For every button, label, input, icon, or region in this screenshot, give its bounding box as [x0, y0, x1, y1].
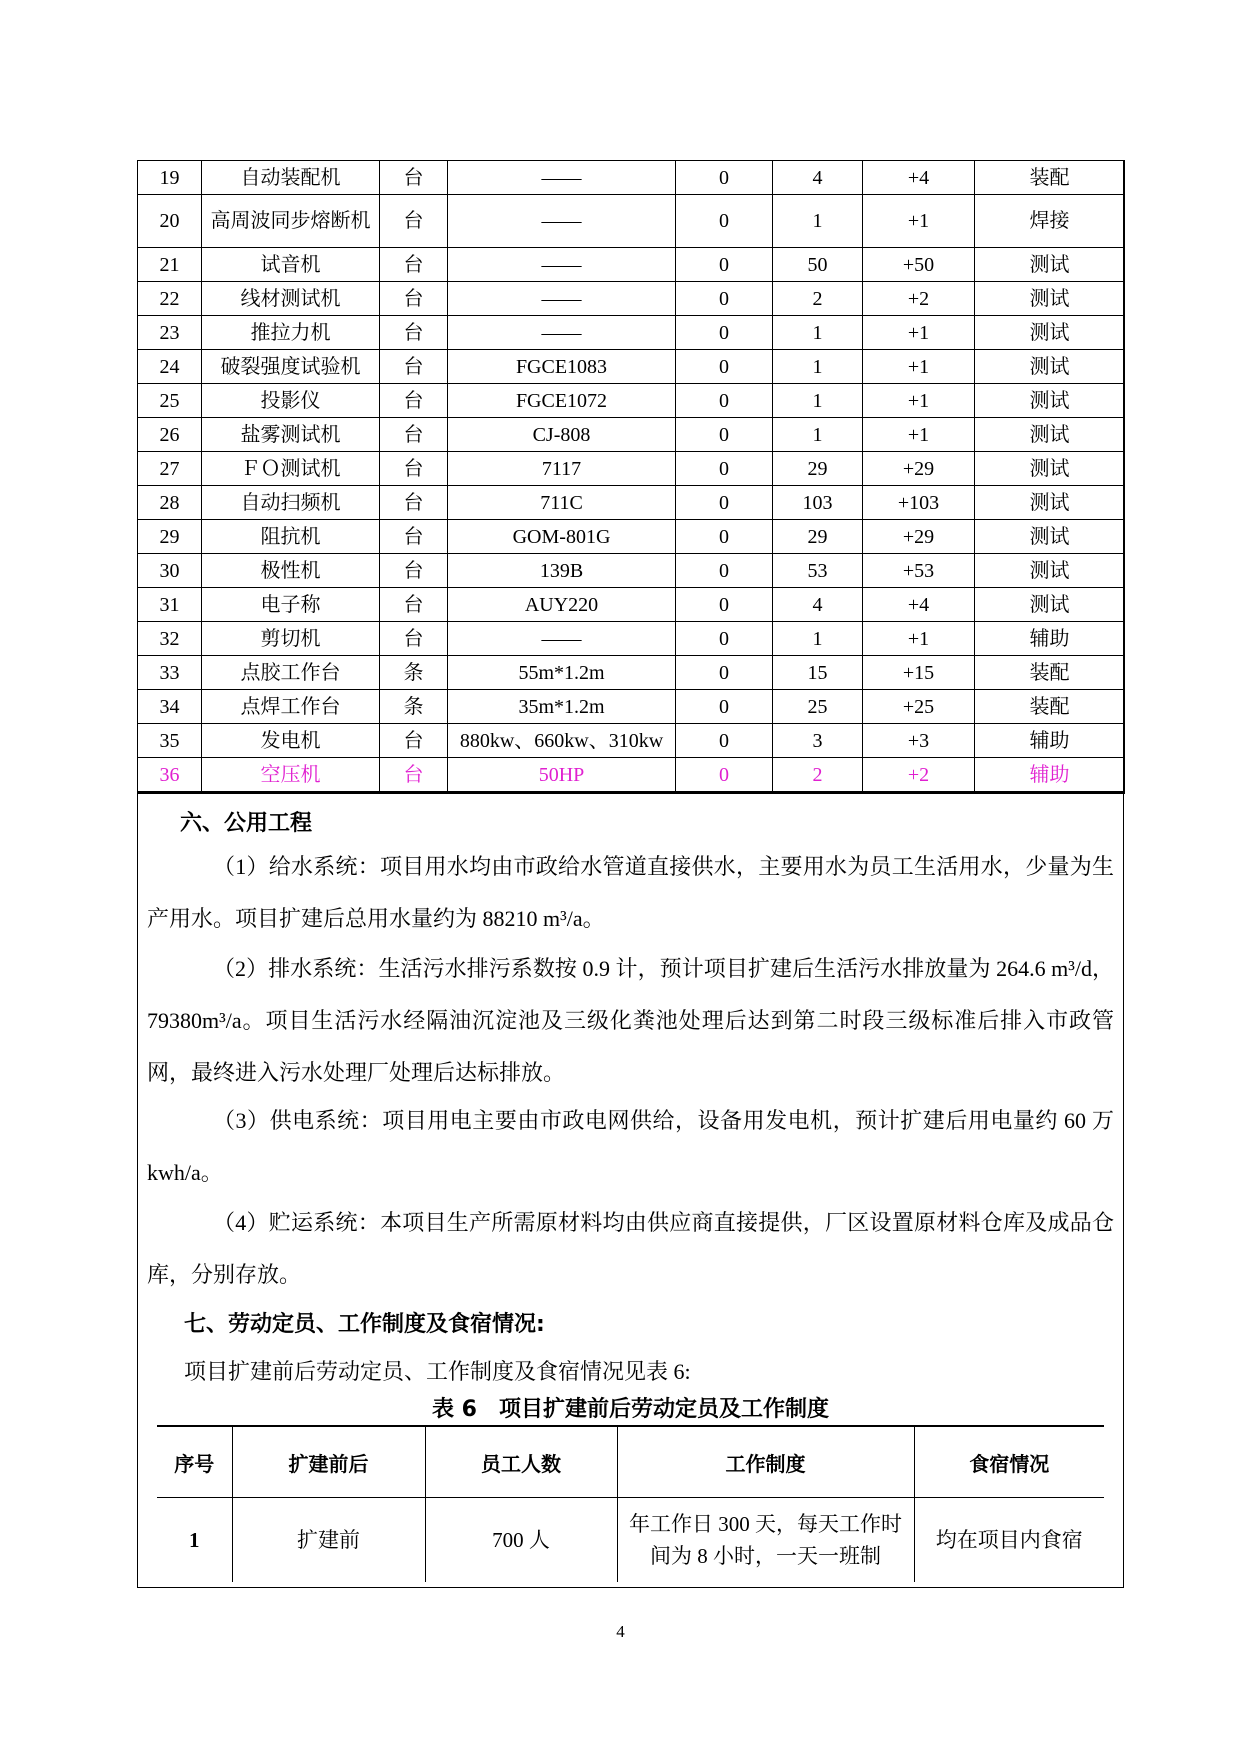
equipment-cell-model: AUY220 — [448, 588, 676, 622]
equipment-cell-model: 7117 — [448, 452, 676, 486]
equipment-table-body — [138, 161, 1125, 793]
staff-header-schedule: 工作制度 — [617, 1426, 914, 1498]
equipment-cell-before: 0 — [676, 758, 773, 793]
equipment-cell-index: 31 — [138, 588, 202, 622]
equipment-cell-unit: 台 — [380, 248, 448, 282]
equipment-cell-index: 28 — [138, 486, 202, 520]
table-row — [138, 724, 1125, 758]
equipment-cell-after: 2 — [773, 282, 863, 316]
table-row — [138, 588, 1125, 622]
table-row — [138, 282, 1125, 316]
equipment-cell-before: 0 — [676, 282, 773, 316]
equipment-cell-unit: 台 — [380, 452, 448, 486]
equipment-cell-after: 29 — [773, 452, 863, 486]
staff-cell-headcount: 700 人 — [425, 1498, 617, 1583]
equipment-cell-purpose: 测试 — [975, 520, 1125, 554]
equipment-cell-unit: 条 — [380, 656, 448, 690]
page-number: 4 — [616, 1622, 625, 1641]
equipment-cell-unit: 台 — [380, 554, 448, 588]
table-row — [138, 418, 1125, 452]
equipment-cell-name: 投影仪 — [202, 384, 380, 418]
staff-cell-index: 1 — [157, 1498, 232, 1583]
equipment-cell-purpose: 测试 — [975, 282, 1125, 316]
equipment-cell-model: —— — [448, 282, 676, 316]
equipment-cell-unit: 台 — [380, 350, 448, 384]
equipment-cell-after: 3 — [773, 724, 863, 758]
equipment-cell-name: 自动扫频机 — [202, 486, 380, 520]
staff-cell-lodging: 均在项目内食宿 — [914, 1498, 1104, 1583]
equipment-cell-model: GOM-801G — [448, 520, 676, 554]
equipment-cell-after: 1 — [773, 350, 863, 384]
table6-intro: 项目扩建前后劳动定员、工作制度及食宿情况见表 6: — [184, 1359, 691, 1384]
staff-header-phase: 扩建前后 — [232, 1426, 425, 1498]
equipment-cell-before: 0 — [676, 554, 773, 588]
equipment-cell-after: 50 — [773, 248, 863, 282]
equipment-cell-index: 27 — [138, 452, 202, 486]
equipment-cell-unit: 台 — [380, 520, 448, 554]
equipment-cell-model: CJ-808 — [448, 418, 676, 452]
equipment-cell-model: 50HP — [448, 758, 676, 793]
table-row — [157, 1498, 1104, 1583]
equipment-cell-after: 1 — [773, 418, 863, 452]
equipment-cell-index: 23 — [138, 316, 202, 350]
table-row — [138, 690, 1125, 724]
staff-table — [157, 1425, 1104, 1582]
equipment-cell-purpose: 测试 — [975, 418, 1125, 452]
equipment-cell-index: 19 — [138, 161, 202, 195]
equipment-cell-change: +25 — [863, 690, 975, 724]
equipment-cell-unit: 台 — [380, 316, 448, 350]
equipment-cell-name: 线材测试机 — [202, 282, 380, 316]
table-row — [138, 656, 1125, 690]
equipment-cell-index: 29 — [138, 520, 202, 554]
table-row — [138, 350, 1125, 384]
equipment-cell-model: —— — [448, 248, 676, 282]
equipment-cell-after: 1 — [773, 384, 863, 418]
equipment-cell-index: 36 — [138, 758, 202, 793]
power-supply-paragraph: （3）供电系统：项目用电主要由市政电网供给，设备用发电机，预计扩建后用电量约 60 万 kwh/a。 — [147, 1108, 1114, 1185]
equipment-cell-name: 空压机 — [202, 758, 380, 793]
equipment-cell-change: +2 — [863, 758, 975, 793]
equipment-cell-change: +29 — [863, 520, 975, 554]
equipment-cell-purpose: 辅助 — [975, 758, 1125, 793]
equipment-cell-index: 26 — [138, 418, 202, 452]
equipment-cell-index: 22 — [138, 282, 202, 316]
staff-header-headcount: 员工人数 — [425, 1426, 617, 1498]
equipment-cell-unit: 台 — [380, 282, 448, 316]
equipment-cell-before: 0 — [676, 350, 773, 384]
equipment-cell-model: 55m*1.2m — [448, 656, 676, 690]
equipment-cell-name: 试音机 — [202, 248, 380, 282]
equipment-cell-change: +2 — [863, 282, 975, 316]
equipment-cell-unit: 台 — [380, 588, 448, 622]
equipment-cell-change: +1 — [863, 350, 975, 384]
equipment-cell-model: 35m*1.2m — [448, 690, 676, 724]
equipment-cell-model: —— — [448, 316, 676, 350]
equipment-cell-model: 880kw、660kw、310kw — [448, 724, 676, 758]
equipment-cell-purpose: 辅助 — [975, 724, 1125, 758]
equipment-cell-after: 15 — [773, 656, 863, 690]
equipment-table — [137, 160, 1125, 794]
equipment-cell-after: 29 — [773, 520, 863, 554]
staff-cell-schedule: 年工作日 300 天，每天工作时间为 8 小时，一天一班制 — [617, 1498, 914, 1583]
equipment-cell-index: 34 — [138, 690, 202, 724]
equipment-cell-name: 点焊工作台 — [202, 690, 380, 724]
table-row — [138, 316, 1125, 350]
table-row — [138, 452, 1125, 486]
equipment-cell-name: 阻抗机 — [202, 520, 380, 554]
equipment-cell-model: —— — [448, 195, 676, 248]
equipment-cell-purpose: 测试 — [975, 588, 1125, 622]
table-row — [138, 384, 1125, 418]
equipment-cell-name: 自动装配机 — [202, 161, 380, 195]
table-row — [138, 248, 1125, 282]
equipment-cell-change: +4 — [863, 161, 975, 195]
table-row — [138, 161, 1125, 195]
equipment-cell-index: 33 — [138, 656, 202, 690]
equipment-cell-change: +1 — [863, 622, 975, 656]
equipment-cell-change: +50 — [863, 248, 975, 282]
table-row — [138, 520, 1125, 554]
equipment-cell-unit: 条 — [380, 690, 448, 724]
equipment-cell-after: 1 — [773, 195, 863, 248]
equipment-cell-name: 破裂强度试验机 — [202, 350, 380, 384]
equipment-cell-model: —— — [448, 622, 676, 656]
table-row — [138, 554, 1125, 588]
equipment-cell-model: FGCE1083 — [448, 350, 676, 384]
table-row — [138, 195, 1125, 248]
equipment-cell-change: +3 — [863, 724, 975, 758]
table-row — [138, 622, 1125, 656]
equipment-cell-unit: 台 — [380, 758, 448, 793]
staff-header-index: 序号 — [157, 1426, 232, 1498]
equipment-cell-after: 103 — [773, 486, 863, 520]
equipment-cell-unit: 台 — [380, 195, 448, 248]
equipment-cell-after: 53 — [773, 554, 863, 588]
equipment-cell-name: 点胶工作台 — [202, 656, 380, 690]
equipment-cell-change: +1 — [863, 384, 975, 418]
equipment-cell-unit: 台 — [380, 384, 448, 418]
equipment-cell-purpose: 测试 — [975, 554, 1125, 588]
equipment-cell-name: 推拉力机 — [202, 316, 380, 350]
equipment-cell-before: 0 — [676, 316, 773, 350]
equipment-cell-purpose: 测试 — [975, 248, 1125, 282]
equipment-cell-unit: 台 — [380, 622, 448, 656]
equipment-cell-name: 电子称 — [202, 588, 380, 622]
staff-header-lodging: 食宿情况 — [914, 1426, 1104, 1498]
equipment-cell-change: +103 — [863, 486, 975, 520]
equipment-cell-index: 20 — [138, 195, 202, 248]
equipment-cell-unit: 台 — [380, 418, 448, 452]
equipment-cell-name: 极性机 — [202, 554, 380, 588]
equipment-cell-model: 139B — [448, 554, 676, 588]
equipment-cell-purpose: 测试 — [975, 316, 1125, 350]
equipment-cell-after: 4 — [773, 161, 863, 195]
equipment-cell-change: +4 — [863, 588, 975, 622]
equipment-cell-change: +29 — [863, 452, 975, 486]
equipment-cell-index: 24 — [138, 350, 202, 384]
equipment-cell-name: 剪切机 — [202, 622, 380, 656]
equipment-cell-before: 0 — [676, 588, 773, 622]
equipment-cell-purpose: 测试 — [975, 350, 1125, 384]
equipment-cell-change: +15 — [863, 656, 975, 690]
equipment-cell-before: 0 — [676, 384, 773, 418]
section7-heading: 七、劳动定员、工作制度及食宿情况: — [184, 1312, 545, 1337]
equipment-cell-purpose: 装配 — [975, 690, 1125, 724]
equipment-cell-before: 0 — [676, 248, 773, 282]
table-row — [138, 486, 1125, 520]
staff-cell-phase: 扩建前 — [232, 1498, 425, 1583]
section6-heading: 六、公用工程 — [180, 811, 313, 836]
equipment-cell-change: +1 — [863, 316, 975, 350]
equipment-cell-before: 0 — [676, 452, 773, 486]
storage-paragraph: （4）贮运系统：本项目生产所需原材料均由供应商直接提供，厂区设置原材料仓库及成品仓库，分别存放。 — [147, 1210, 1114, 1287]
equipment-cell-change: +1 — [863, 418, 975, 452]
equipment-cell-before: 0 — [676, 622, 773, 656]
equipment-cell-name: 盐雾测试机 — [202, 418, 380, 452]
equipment-cell-purpose: 测试 — [975, 384, 1125, 418]
equipment-cell-before: 0 — [676, 656, 773, 690]
equipment-cell-purpose: 辅助 — [975, 622, 1125, 656]
equipment-cell-before: 0 — [676, 724, 773, 758]
equipment-cell-after: 2 — [773, 758, 863, 793]
equipment-cell-purpose: 装配 — [975, 161, 1125, 195]
equipment-cell-index: 30 — [138, 554, 202, 588]
equipment-cell-purpose: 测试 — [975, 486, 1125, 520]
equipment-cell-name: ＦＯ测试机 — [202, 452, 380, 486]
equipment-cell-before: 0 — [676, 520, 773, 554]
equipment-cell-name: 发电机 — [202, 724, 380, 758]
table-row — [138, 758, 1125, 793]
equipment-cell-before: 0 — [676, 690, 773, 724]
equipment-cell-after: 4 — [773, 588, 863, 622]
equipment-cell-unit: 台 — [380, 161, 448, 195]
equipment-cell-model: 711C — [448, 486, 676, 520]
equipment-cell-purpose: 测试 — [975, 452, 1125, 486]
equipment-cell-after: 25 — [773, 690, 863, 724]
equipment-cell-index: 32 — [138, 622, 202, 656]
equipment-cell-purpose: 焊接 — [975, 195, 1125, 248]
equipment-cell-change: +53 — [863, 554, 975, 588]
equipment-cell-name: 高周波同步熔断机 — [202, 195, 380, 248]
equipment-cell-index: 35 — [138, 724, 202, 758]
equipment-cell-after: 1 — [773, 316, 863, 350]
water-supply-paragraph: （1）给水系统：项目用水均由市政给水管道直接供水，主要用水为员工生活用水，少量为生产用水。项目扩建后总用水量约为 88210 m³/a。 — [147, 854, 1114, 931]
table6-caption: 表 6 项目扩建前后劳动定员及工作制度 — [432, 1397, 829, 1422]
equipment-cell-before: 0 — [676, 418, 773, 452]
equipment-cell-unit: 台 — [380, 724, 448, 758]
equipment-cell-model: FGCE1072 — [448, 384, 676, 418]
equipment-cell-before: 0 — [676, 161, 773, 195]
equipment-cell-index: 21 — [138, 248, 202, 282]
equipment-cell-purpose: 装配 — [975, 656, 1125, 690]
equipment-cell-after: 1 — [773, 622, 863, 656]
drainage-paragraph: （2）排水系统：生活污水排污系数按 0.9 计，预计项目扩建后生活污水排放量为 264.6 m³/d，79380m³/a。项目生活污水经隔油沉淀池及三级化粪池处理后达到第二时段三级标准后排入市政管网，最终进入污水处理厂处理后达标排放。 — [147, 956, 1114, 1085]
equipment-cell-change: +1 — [863, 195, 975, 248]
equipment-cell-index: 25 — [138, 384, 202, 418]
equipment-cell-before: 0 — [676, 486, 773, 520]
equipment-cell-before: 0 — [676, 195, 773, 248]
equipment-cell-model: —— — [448, 161, 676, 195]
equipment-cell-unit: 台 — [380, 486, 448, 520]
